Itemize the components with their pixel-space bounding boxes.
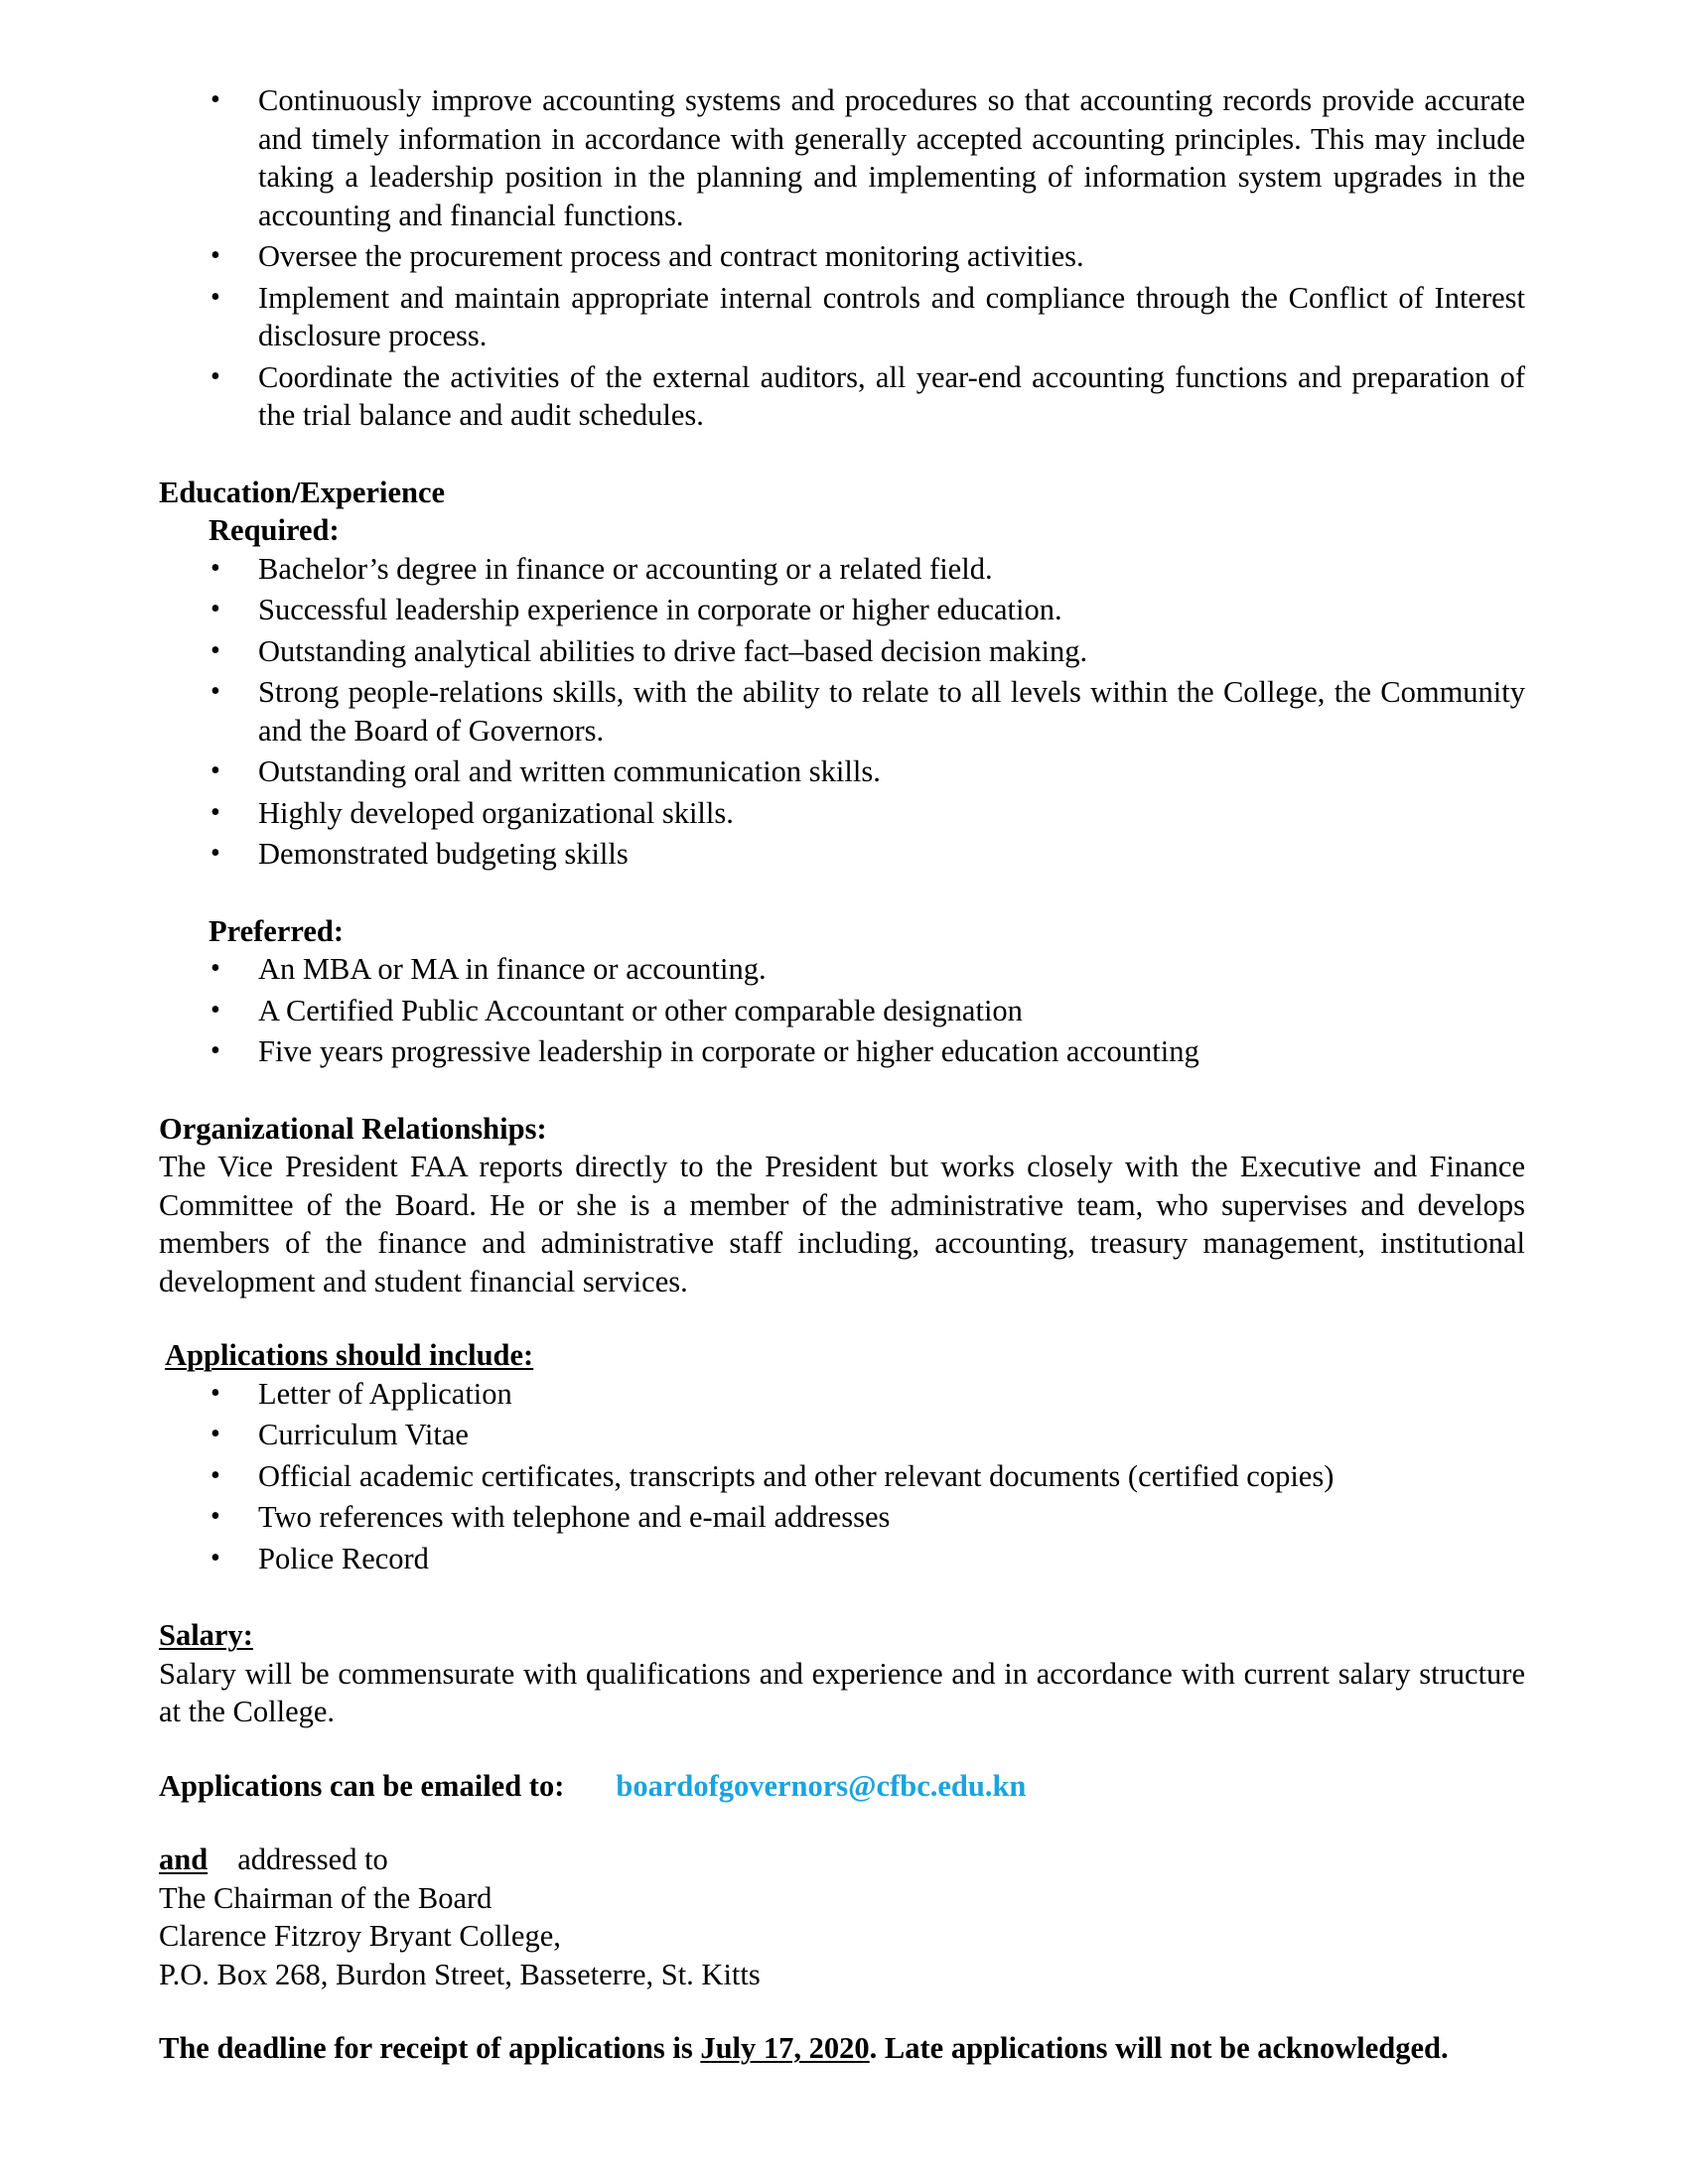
required-heading: Required: xyxy=(209,513,340,547)
deadline-suffix: . Late applications will not be acknowledged. xyxy=(869,2031,1449,2065)
list-item: • Outstanding oral and written communication skills. xyxy=(159,752,1525,791)
list-item: • Successful leadership experience in corporate or higher education. xyxy=(159,591,1525,629)
address-line: P.O. Box 268, Burdon Street, Basseterre, St. Kitts xyxy=(159,1957,761,1991)
list-item: • An MBA or MA in finance or accounting. xyxy=(159,950,1525,989)
bullet-icon: • xyxy=(211,1542,220,1573)
bullet-icon: • xyxy=(211,240,220,271)
applications-heading: Applications should include: xyxy=(165,1338,534,1372)
bullet-icon: • xyxy=(211,1501,220,1532)
list-item: • Official academic certificates, transcripts and other relevant documents (certified copies) xyxy=(159,1457,1525,1496)
preferred-heading: Preferred: xyxy=(209,913,345,948)
list-item: • A Certified Public Accountant or other comparable designation xyxy=(159,992,1525,1030)
list-item: • Demonstrated budgeting skills xyxy=(159,835,1525,874)
list-item: • Implement and maintain appropriate internal controls and compliance through the Conflict of Interest disclosure process. xyxy=(211,280,1525,352)
address-line: The Chairman of the Board xyxy=(159,1880,492,1915)
email-label: Applications can be emailed to: xyxy=(159,1768,565,1803)
bullet-icon: • xyxy=(211,796,220,828)
bullet-icon: • xyxy=(211,953,220,984)
addressed-to: addressed to xyxy=(237,1843,388,1876)
document-page xyxy=(159,81,1525,2068)
bullet-icon: • xyxy=(211,1419,220,1449)
bullet-icon: • xyxy=(211,360,220,392)
bullet-icon: • xyxy=(211,1035,220,1066)
bullet-icon: • xyxy=(211,552,220,584)
email-line xyxy=(159,1767,1525,1806)
list-item: • Oversee the procurement process and contract monitoring activities. xyxy=(159,237,1525,276)
bullet-icon: • xyxy=(211,755,220,786)
list-item: • Five years progressive leadership in corporate or higher education accounting xyxy=(159,1032,1525,1071)
bullet-icon: • xyxy=(211,634,220,666)
list-item: • Two references with telephone and e-mail addresses xyxy=(159,1498,1525,1537)
bullet-icon: • xyxy=(211,84,220,115)
bullet-icon: • xyxy=(211,994,220,1025)
bullet-icon: • xyxy=(211,1377,220,1409)
list-item: • Coordinate the activities of the external auditors, all year-end accounting functions and preparation of the trial balance and audit schedules. xyxy=(211,359,1525,432)
required-list xyxy=(159,550,1525,874)
bullet-icon: • xyxy=(211,676,220,707)
responsibilities-list xyxy=(159,81,1525,435)
bullet-icon: • xyxy=(211,594,220,624)
applications-list xyxy=(159,1375,1525,1578)
list-item: • Highly developed organizational skills. xyxy=(159,794,1525,833)
salary-body: Salary will be commensurate with qualifications and experience and in accordance with current salary structure at the College. xyxy=(159,1656,1525,1728)
deadline-prefix: The deadline for receipt of applications is xyxy=(159,2031,693,2065)
bullet-icon: • xyxy=(211,281,220,313)
deadline-notice xyxy=(159,2029,1525,2068)
list-item: • Bachelor’s degree in finance or accounting or a related field. xyxy=(159,550,1525,589)
org-body: The Vice President FAA reports directly to the President but works closely with the Executive and Finance Committee of the Board. He or she is a member of the administrative team, who supervises and develops members of the finance and administrative staff including, accounting, treasury management, institutional development and student financial services. xyxy=(159,1150,1525,1298)
addressed-line xyxy=(159,1841,1525,1879)
and-label: and xyxy=(159,1843,209,1876)
list-item: • Outstanding analytical abilities to drive fact–based decision making. xyxy=(159,632,1525,671)
list-item: • Strong people-relations skills, with the ability to relate to all levels within the College, the Community and the Board of Governors. xyxy=(211,675,1525,748)
preferred-list xyxy=(159,950,1525,1071)
list-item: • Letter of Application xyxy=(159,1375,1525,1414)
list-item: • Police Record xyxy=(159,1540,1525,1578)
list-item: • Continuously improve accounting systems and procedures so that accounting records provide accurate and timely information in accordance with generally accepted accounting principles. This may include taking a leadership position in the planning and implementing of information system upgrades in the accounting and financial functions. xyxy=(211,83,1525,232)
salary-heading: Salary: xyxy=(159,1618,253,1652)
org-heading: Organizational Relationships: xyxy=(159,1111,547,1146)
list-item: • Curriculum Vitae xyxy=(159,1416,1525,1454)
address-line: Clarence Fitzroy Bryant College, xyxy=(159,1919,561,1953)
bullet-icon: • xyxy=(211,1459,220,1491)
bullet-icon: • xyxy=(211,838,220,869)
deadline-date: July 17, 2020 xyxy=(700,2031,870,2065)
email-link[interactable]: boardofgovernors@cfbc.edu.kn xyxy=(616,1768,1027,1803)
education-heading: Education/Experience xyxy=(159,475,446,509)
